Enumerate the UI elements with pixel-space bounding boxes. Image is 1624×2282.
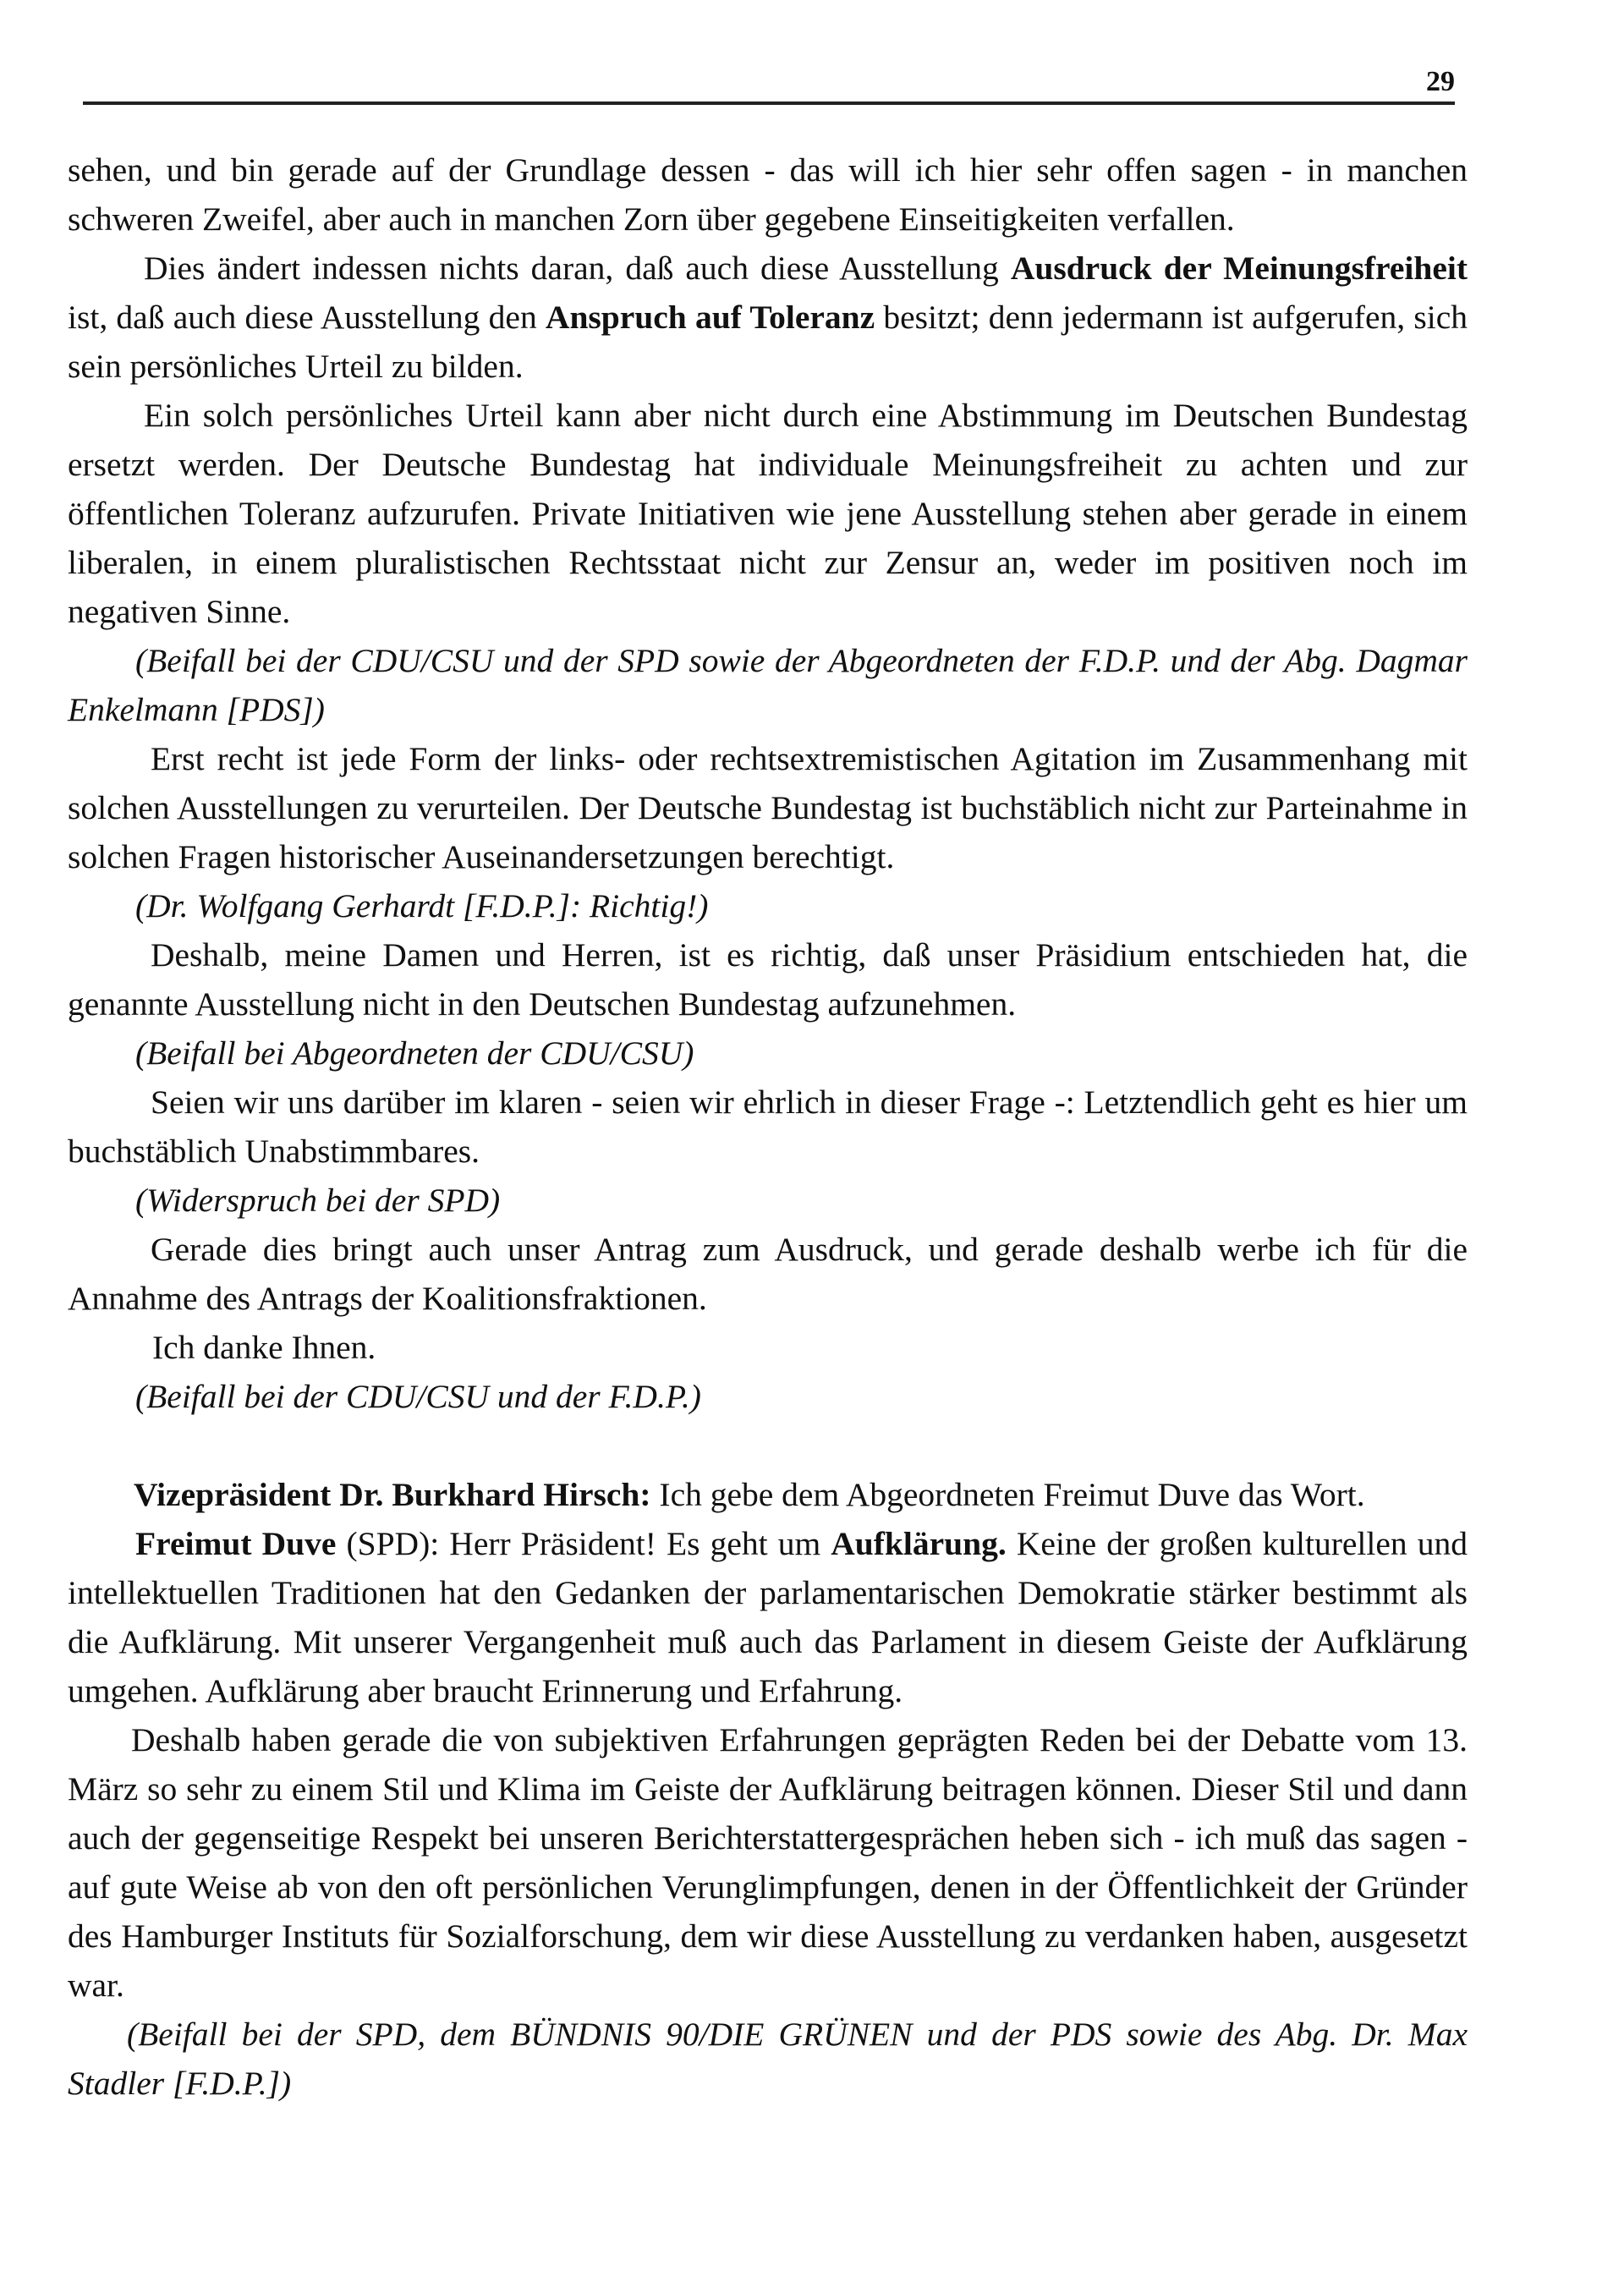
speaker-name-hirsch: Vizepräsident Dr. Burkhard Hirsch:	[134, 1476, 651, 1513]
paragraph-unabstimmbares: Seien wir uns darüber im klaren - seien wir ehrlich in dieser Frage -: Letztendlich geht es hier um buchstäblich Unabstimmbares.	[68, 1083, 1468, 1170]
interjection-gerhardt: (Dr. Wolfgang Gerhardt [F.D.P.]: Richtig!)	[135, 887, 709, 924]
paragraph-text: ist, daß auch diese Ausstellung den	[68, 299, 546, 336]
bold-phrase-meinungsfreiheit: Ausdruck der Meinungsfreiheit	[1010, 250, 1468, 287]
paragraph-text: besitzt; denn jedermann ist aufgerufen, sich sein persönliches Urteil zu bilden.	[68, 299, 1468, 385]
paragraph-text: (SPD): Herr Präsident! Es geht um	[336, 1525, 831, 1562]
interjection-beifall-2: (Beifall bei Abgeordneten der CDU/CSU)	[135, 1034, 694, 1072]
interjection-beifall-4: (Beifall bei der SPD, dem BÜNDNIS 90/DIE GRÜNEN und der PDS sowie des Abg. Dr. Max Stadler [F.D.P.])	[68, 2016, 1468, 2102]
paragraph-urteil: Ein solch persönliches Urteil kann aber nicht durch eine Abstimmung im Deutschen Bundestag ersetzt werden. Der Deutsche Bundestag hat individuale Meinungsfreiheit zu achten und zur öffentlichen Toleranz aufzurufen. Private Initiativen wie jene Ausstellung stehen aber gerade in einem liberalen, in einem pluralistischen Rechtsstaat nicht zur Zensur an, weder im positiven noch im negativen Sinne.	[68, 397, 1468, 630]
page-number: 29	[1426, 66, 1455, 97]
paragraph-continuation: sehen, und bin gerade auf der Grundlage dessen - das will ich hier sehr offen sagen - in manchen schweren Zweifel, aber auch in manchen Zorn über gegebene Einseitigkeiten verfallen.	[68, 151, 1468, 238]
paragraph-text: Dies ändert indessen nichts daran, daß auch diese Ausstellung	[144, 250, 1011, 287]
header-rule	[83, 101, 1455, 105]
interjection-beifall-1: (Beifall bei der CDU/CSU und der SPD sowie der Abgeordneten der F.D.P. und der Abg. Dagmar Enkelmann [PDS])	[68, 642, 1468, 728]
paragraph-debatte: Deshalb haben gerade die von subjektiven Erfahrungen geprägten Reden bei der Debatte vom 13. März so sehr zu einem Stil und Klima im Geiste der Aufklärung beitragen können. Dieser Stil und dann auch der gegenseitige Respekt bei unseren Berichterstattergesprächen heben sich - ich muß das sagen - auf gute Weise ab von den oft persönlichen Verunglimpfungen, denen in der Öffentlichkeit der Gründer des Hamburger Instituts für Sozialforschung, dem wir diese Ausstellung zu verdanken haben, ausgesetzt war.	[68, 1721, 1468, 2004]
paragraph-vizepraesident	[68, 1470, 1468, 1519]
interjection-widerspruch: (Widerspruch bei der SPD)	[135, 1182, 501, 1219]
bold-phrase-toleranz: Anspruch auf Toleranz	[545, 299, 875, 336]
paragraph-praesidium: Deshalb, meine Damen und Herren, ist es richtig, daß unser Präsidium entschieden hat, die genannte Ausstellung nicht in den Deutschen Bundestag aufzunehmen.	[68, 936, 1468, 1023]
paragraph-text: Ich gebe dem Abgeordneten Freimut Duve das Wort.	[650, 1476, 1365, 1513]
paragraph-thanks: Ich danke Ihnen.	[152, 1329, 376, 1366]
section-spacer	[68, 1421, 1468, 1470]
paragraph-duve	[68, 1519, 1468, 1715]
paragraph-antrag: Gerade dies bringt auch unser Antrag zum Ausdruck, und gerade deshalb werbe ich für die Annahme des Antrags der Koalitionsfraktionen.	[68, 1231, 1468, 1317]
paragraph-agitation: Erst recht ist jede Form der links- oder rechtsextremistischen Agitation im Zusammenhang mit solchen Ausstellungen zu verurteilen. Der Deutsche Bundestag ist buchstäblich nicht zur Parteinahme in solchen Fragen historischer Auseinandersetzungen berechtigt.	[68, 740, 1468, 875]
paragraph-text: Keine der großen kulturellen und intellektuellen Traditionen hat den Gedanken der parlamentarischen Demokratie stärker bestimmt als die Aufklärung. Mit unserer Vergangenheit muß auch das Parlament in diesem Geiste der Aufklärung umgehen. Aufklärung aber braucht Erinnerung und Erfahrung.	[68, 1525, 1468, 1709]
document-body	[68, 145, 1468, 2108]
interjection-beifall-3: (Beifall bei der CDU/CSU und der F.D.P.)	[135, 1378, 701, 1415]
paragraph-meinungsfreiheit	[68, 244, 1468, 391]
speaker-name-duve: Freimut Duve	[135, 1525, 337, 1562]
bold-phrase-aufklaerung: Aufklärung.	[831, 1525, 1007, 1562]
